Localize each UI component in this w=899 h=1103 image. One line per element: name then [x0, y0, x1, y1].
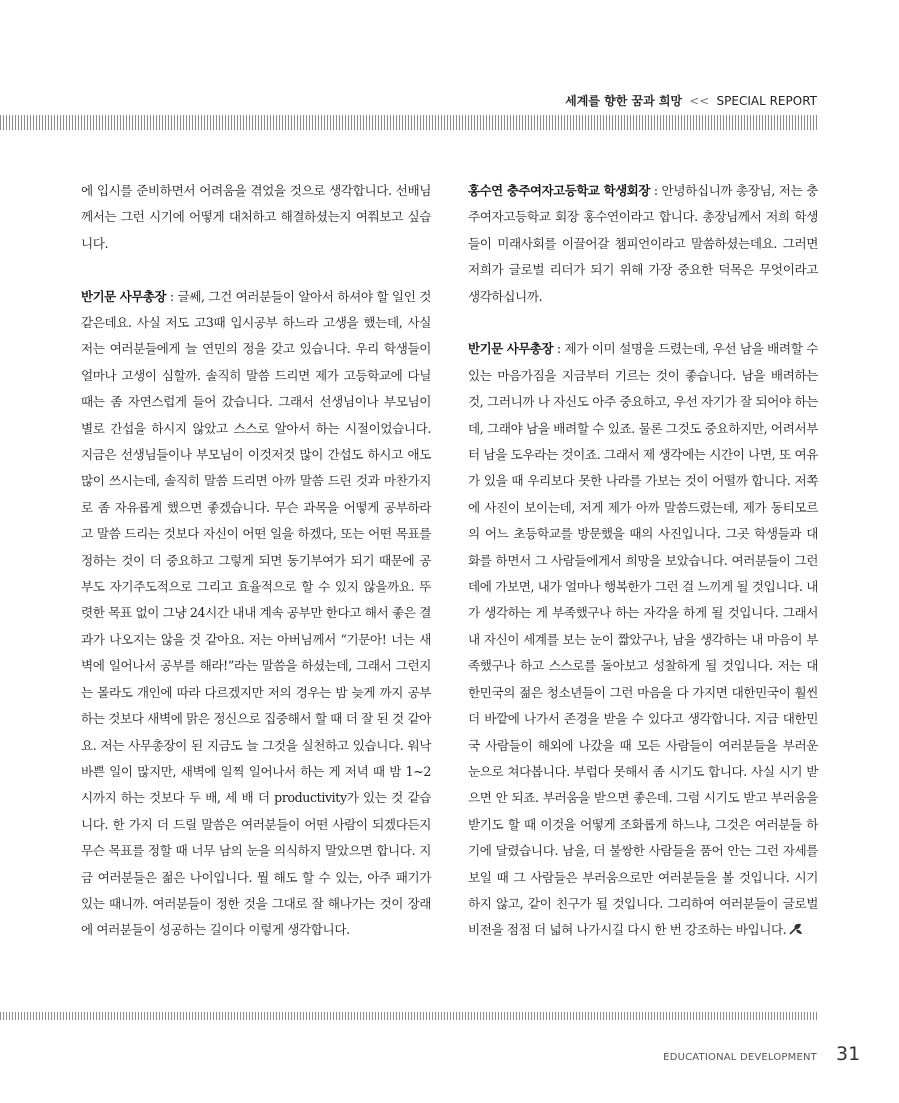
speaker-name: 홍수연 충주여자고등학교 학생회장: [468, 183, 650, 198]
header-separator: <<: [689, 94, 710, 108]
speaker-name: 반기문 사무총장: [81, 288, 167, 304]
paragraph-text: : 제가 이미 설명을 드렸는데, 우선 남을 배려할 수 있는 마음가짐을 지금부터 기르는 것이 좋습니다. 남을 배려하는 것, 그러니까 나 자신도 아주 중요하고, 우선 자기가 잘 되어야 하는데, 그래야 남을 배려할 수 있죠. 물론 그것도 중요하지만, 어려서부터 남을 도우라는 것이죠. 그래서 제 생각에는 시간이 나면, 또 여유가 있을 때 우리보다 못한 나라를 가보는 것이 어떨까 합니다. 저쪽에 사진이 보이는데, 저게 제가 아까 말씀드렸는데, 제가 동티모르의 어느 초등학교를 방문했을 때의 사진입니다. 그곳 학생들과 대화를 하면서 그 사람들에게서 희망을 보았습니다. 여러분들이 그런 데에 가보면, 내가 얼마나 행복한가 그런 걸 느끼게 될 것입니다. 내가 생각하는 게 부족했구나 하는 자각을 하게 될 것입니다. 그래서 내 자신이 세계를 보는 눈이 짧았구나, 남을 생각하는 내 마음이 부족했구나 하고 스스로를 돌아보고 성찰하게 될 것입니다. 저는 대한민국의 젊은 청소년들이 그런 마음을 다 가지면 대한민국이 훨씬 더 바깥에 나가서 존경을 받을 수 있다고 생각합니다. 지금 대한민국 사람들이 해외에 나갔을 때 모든 사람들이 여러분들을 부러운 눈으로 쳐다봅니다. 부럽다 못해서 좀 시기도 합니다. 사실 시기 받으면 안 되죠. 부러움을 받으면 좋은데. 그럼 시기도 받고 부러움을 받기도 할 때 이것을 어떻게 조화롭게 하느냐, 그것은 여러분들 하기에 달렸습니다. 남을, 더 불쌍한 사람들을 품어 안는 그런 자세를 보일 때 그 사람들은 부러움으로만 여러분들을 볼 것입니다. 시기하지 않고, 같이 친구가 될 것입니다. 그리하여 여러분들이 글로벌 비전을 점점 더 넓혀 나가시길 다시 한 번 강조하는 바입니다.: [468, 341, 819, 938]
paragraph: [81, 284, 431, 944]
footer-magazine-label: EDUCATIONAL DEVELOPMENT: [663, 1052, 817, 1063]
paragraph-text: : 안녕하십니까 총장님, 저는 충주여자고등학교 회장 홍수연이라고 합니다. 총장님께서 저희 학생들이 미래사회를 이끌어갈 챔피언이라고 말씀하셨는데요. 그러면 저희가 글로벌 리더가 되기 위해 가장 중요한 덕목은 무엇이라고 생각하십니까.: [468, 183, 818, 304]
right-column: [468, 178, 818, 970]
left-column: [81, 178, 431, 970]
paragraph: [468, 178, 818, 310]
speaker-name: 반기문 사무총장: [468, 341, 554, 357]
paragraph-text: : 글쎄, 그건 여러분들이 알아서 하셔야 할 일인 것 같은데요. 사실 저도 고3때 입시공부 하느라 고생을 했는데, 사실 저는 여러분들에게 늘 연민의 정을 갖고 있습니다. 우리 학생들이 얼마나 고생이 심할까. 솔직히 말씀 드리면 제가 고등학교에 다닐 때는 좀 자연스럽게 들어 갔습니다. 그래서 선생님이나 부모님이 별로 간섭을 하시지 않았고 스스로 알아서 하는 시절이었습니다. 지금은 선생님들이나 부모님이 이것저것 많이 간섭도 하시고 애도 많이 쓰시는데, 솔직히 말씀 드리면 아까 말씀 드린 것과 마찬가지로 좀 자유롭게 했으면 좋겠습니다. 무슨 과목을 어떻게 공부하라고 말씀 드리는 것보다 자신이 어떤 일을 하겠다, 또는 어떤 목표를 정하는 것이 더 중요하고 그렇게 되면 동기부여가 되기 때문에 공부도 자기주도적으로 그리고 효율적으로 할 수 있지 않을까요. 뚜렷한 목표 없이 그냥 24시간 내내 계속 공부만 한다고 해서 좋은 결과가 나오지는 않을 것 같아요. 저는 아버님께서 “기문아! 너는 새벽에 일어나서 공부를 해라!”라는 말씀을 하셨는데, 그래서 그런지는 몰라도 개인에 따라 다르겠지만 저의 경우는 밤 늦게 까지 공부하는 것보다 새벽에 맑은 정신으로 집중해서 할 때 더 잘 된 것 같아요. 저는 사무총장이 된 지금도 늘 그것을 실천하고 있습니다. 워낙 바쁜 일이 많지만, 새벽에 일찍 일어나서 하는 게 저녁 때 밤 1~2시까지 하는 것보다 두 배, 세 배 더 productivity가 있는 것 같습니다. 한 가지 더 드릴 말씀은 여러분들이 어떤 사람이 되겠다든지 무슨 목표를 정할 때 너무 남의 눈을 의식하지 말았으면 합니다. 지금 여러분들은 젊은 나이입니다. 뭘 해도 할 수 있는, 아주 패기가 있는 때니까. 여러분들이 정한 것을 그대로 잘 해나가는 것이 장래에 여러분들이 성공하는 길이다 이렇게 생각합니다.: [81, 288, 432, 938]
header-hatch-rule: [0, 115, 818, 130]
footer-hatch-rule: [0, 1012, 818, 1020]
header-title-english: SPECIAL REPORT: [716, 94, 817, 108]
header-title-korean: 세계를 향한 꿈과 희망: [565, 94, 683, 108]
running-header: [565, 92, 817, 109]
paragraph: [81, 178, 431, 257]
paragraph: [468, 336, 818, 943]
page-number: 31: [836, 1043, 861, 1065]
paragraph-text: 에 입시를 준비하면서 어려움을 겪었을 것으로 생각합니다. 선배님께서는 그런 시기에 어떻게 대처하고 해결하셨는지 여쭤보고 싶습니다.: [81, 183, 431, 251]
leaf-end-mark-icon: [789, 923, 803, 935]
